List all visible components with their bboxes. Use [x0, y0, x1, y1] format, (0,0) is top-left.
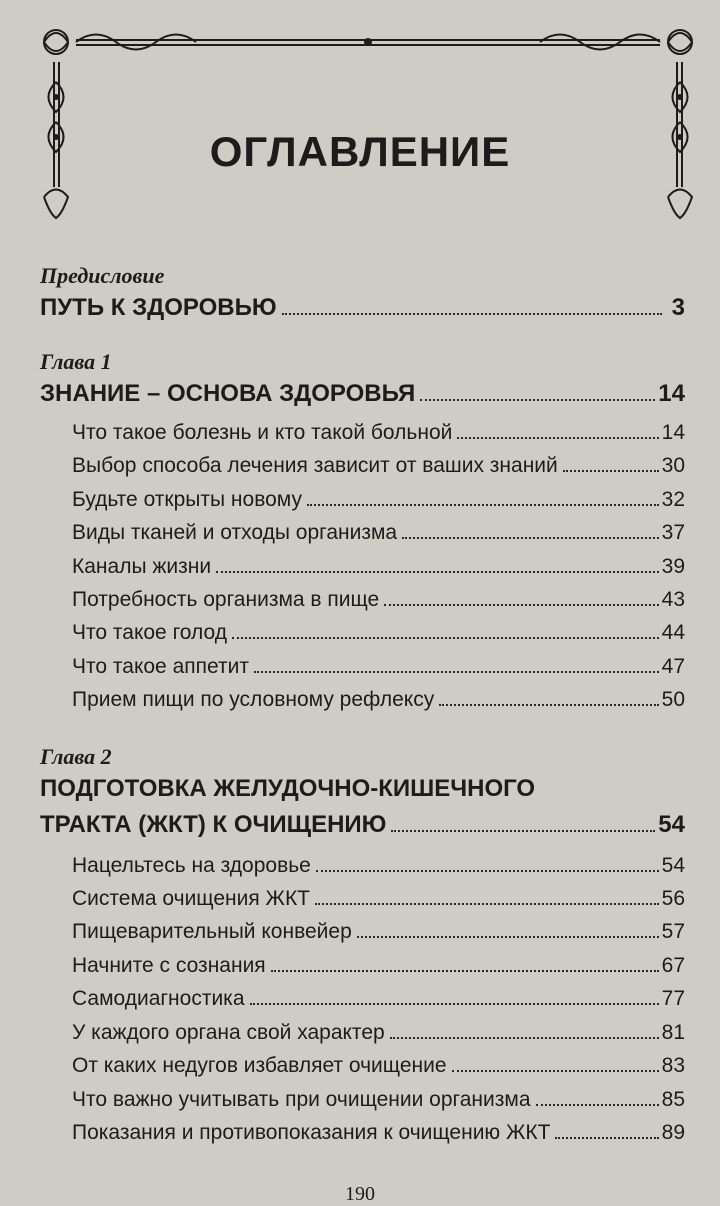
entry-page: 32 [661, 487, 685, 511]
toc-entry[interactable] [40, 516, 685, 549]
ornamental-frame [36, 22, 700, 222]
dot-leader [254, 671, 659, 673]
entry-title: Что важно учитывать при очищении организма [72, 1087, 531, 1111]
entry-title: Начните с сознания [72, 953, 266, 977]
dot-leader [316, 870, 659, 872]
entry-page: 56 [661, 887, 685, 911]
page-ref: 3 [671, 294, 685, 321]
dot-leader [555, 1137, 658, 1139]
entry-title: Виды тканей и отходы организма [72, 521, 398, 545]
entry-page: 43 [661, 588, 685, 612]
dot-leader [384, 604, 658, 606]
dot-leader [357, 936, 659, 938]
dot-leader [232, 637, 659, 639]
dot-leader [282, 313, 662, 315]
toc-entry[interactable] [40, 616, 685, 649]
entry-page: 14 [661, 421, 685, 444]
toc-entry[interactable] [40, 982, 685, 1015]
entry-page: 85 [661, 1087, 685, 1111]
toc-entry[interactable] [40, 683, 685, 716]
entry-title: Система очищения ЖКТ [72, 887, 311, 911]
toc-entry[interactable] [40, 583, 685, 616]
chapter-heading: ЗНАНИЕ – ОСНОВА ЗДОРОВЬЯ [40, 380, 416, 407]
entry-title: Прием пищи по условному рефлексу [72, 688, 435, 712]
entry-page: 37 [661, 521, 685, 545]
toc-entry[interactable] [40, 915, 685, 948]
dot-leader [216, 571, 659, 573]
entry-title: Самодиагностика [72, 987, 245, 1011]
dot-leader [391, 830, 655, 832]
entry-page: 57 [661, 920, 685, 944]
entry-title: Пищеварительный конвейер [72, 920, 352, 944]
entry-title: Будьте открыты новому [72, 487, 302, 511]
entry-page: 39 [661, 554, 685, 578]
entry-title: Что такое голод [72, 621, 227, 645]
entry-title: Каналы жизни [72, 554, 212, 578]
entry-title: Показания и противопоказания к очищению ЖКТ [72, 1120, 551, 1144]
entry-page: 89 [661, 1120, 685, 1144]
entry-page: 83 [661, 1054, 685, 1078]
dot-leader [402, 537, 659, 539]
entry-page: 54 [661, 853, 685, 877]
toc-entry[interactable] [40, 449, 685, 482]
dot-leader [536, 1104, 659, 1106]
entry-page: 77 [661, 987, 685, 1011]
dot-leader [420, 399, 655, 401]
entry-title: Потребность организма в пище [72, 588, 380, 612]
entry-page: 30 [661, 454, 685, 478]
section-heading: ПУТЬ К ЗДОРОВЬЮ [40, 294, 277, 321]
entry-page: 81 [661, 1020, 685, 1044]
toc-entry[interactable] [40, 416, 685, 449]
toc-entry[interactable] [40, 550, 685, 583]
toc-entry[interactable] [40, 1016, 685, 1049]
dot-leader [390, 1037, 659, 1039]
section-heading-row[interactable] [40, 290, 685, 326]
entry-title: Выбор способа лечения зависит от ваших знаний [72, 454, 558, 478]
chapter-heading-row[interactable] [40, 376, 685, 412]
page-ref: 54 [658, 810, 685, 838]
entry-title: От каких недугов избавляет очищение [72, 1054, 447, 1078]
chapter-heading-line[interactable]: ПОДГОТОВКА ЖЕЛУДОЧНО-КИШЕЧНОГО [40, 774, 536, 802]
toc-entry[interactable] [40, 1049, 685, 1082]
chapter-heading: ТРАКТА (ЖКТ) К ОЧИЩЕНИЮ [40, 810, 387, 838]
entry-page: 44 [661, 621, 685, 645]
dot-leader [457, 437, 658, 439]
section-label: Предисловие [40, 263, 165, 288]
toc-entry[interactable] [40, 650, 685, 683]
chapter-label: Глава 1 [40, 349, 112, 374]
toc-entry[interactable] [40, 949, 685, 982]
dot-leader [439, 704, 658, 706]
entry-title: Нацельтесь на здоровье [72, 853, 311, 877]
dot-leader [250, 1003, 659, 1005]
dot-leader [315, 903, 659, 905]
entry-title: У каждого органа свой характер [72, 1020, 385, 1044]
dot-leader [307, 504, 659, 506]
entry-title: Что такое болезнь и кто такой больной [72, 421, 453, 444]
page-ref: 14 [658, 380, 685, 407]
dot-leader [563, 470, 659, 472]
page-title: ОГЛАВЛЕНИЕ [209, 128, 511, 175]
toc-entry[interactable] [40, 882, 685, 915]
chapter-heading-row[interactable] [40, 807, 685, 843]
table-of-contents [40, 262, 685, 1149]
toc-entry[interactable] [40, 483, 685, 516]
dot-leader [452, 1070, 659, 1072]
entry-page: 50 [661, 688, 685, 712]
toc-entry[interactable] [40, 1083, 685, 1116]
toc-entry[interactable] [40, 849, 685, 882]
entry-page: 47 [661, 654, 685, 678]
chapter-label: Глава 2 [40, 743, 112, 769]
entry-page: 67 [661, 953, 685, 977]
page-number: 190 [345, 1183, 375, 1205]
toc-entry[interactable] [40, 1116, 685, 1149]
entry-title: Что такое аппетит [72, 654, 249, 678]
dot-leader [271, 970, 659, 972]
